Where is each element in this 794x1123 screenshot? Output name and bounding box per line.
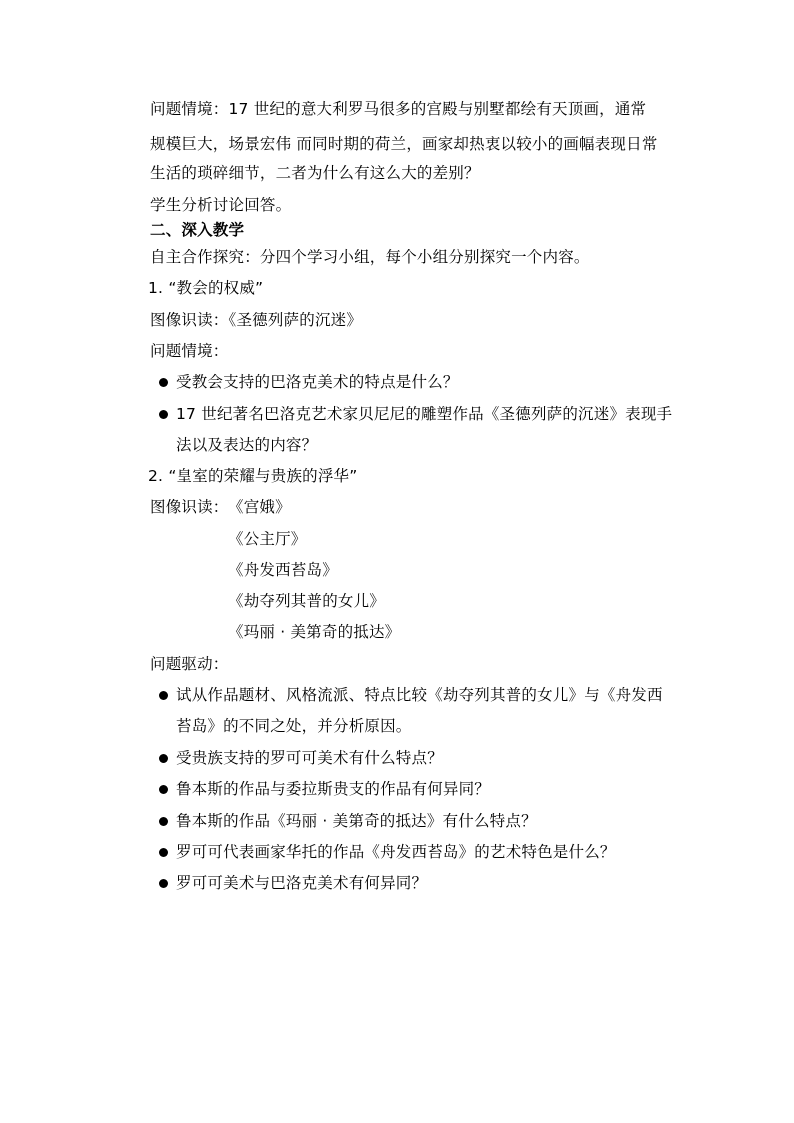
topic-2-image-reading-label: 图像识读： xyxy=(150,498,229,516)
topic-2-bullet-6: 罗可可美术与巴洛克美术有何异同？ xyxy=(176,874,428,892)
topic-1-image-reading: 图像识读：《圣德列萨的沉迷》 xyxy=(150,311,363,329)
topic-2-bullet-2: 受贵族支持的罗可可美术有什么特点？ xyxy=(176,749,443,767)
work-title: 《宫娥》 xyxy=(228,498,291,516)
bullet-icon xyxy=(159,785,168,794)
topic-2-bullet-3: 鲁本斯的作品与委拉斯贵支的作品有何异同？ xyxy=(176,780,491,798)
topic-2-bullet-1-line-1: 试从作品题材、风格流派、特点比较《劫夺列其普的女儿》与《舟发西 xyxy=(176,686,663,704)
work-title: 《舟发西苔岛》 xyxy=(228,561,338,579)
topic-2-bullet-5: 罗可可代表画家华托的作品《舟发西苔岛》的艺术特色是什么？ xyxy=(176,843,616,861)
topic-2-bullet-4: 鲁本斯的作品《玛丽 · 美第奇的抵达》有什么特点？ xyxy=(176,812,537,830)
topic-2-question-label: 问题驱动： xyxy=(150,655,229,673)
topic-1-bullet-1: 受教会支持的巴洛克美术的特点是什么？ xyxy=(176,373,459,391)
question-line-3: 生活的琐碎细节，二者为什么有这么大的差别？ xyxy=(150,164,480,182)
bullet-icon xyxy=(159,691,168,700)
topic-2-title: 2. “皇室的荣耀与贵族的浮华” xyxy=(148,467,358,485)
bullet-icon xyxy=(159,410,168,419)
work-title: 《玛丽 · 美第奇的抵达》 xyxy=(228,623,401,641)
topic-1-bullet-2-line-1: 17 世纪著名巴洛克艺术家贝尼尼的雕塑作品《圣德列萨的沉迷》表现手 xyxy=(176,405,673,423)
topic-1-title: 1. “教会的权威” xyxy=(148,279,264,297)
topic-1-question-label: 问题情境： xyxy=(150,342,229,360)
bullet-icon xyxy=(159,817,168,826)
work-title: 《公主厅》 xyxy=(228,530,307,548)
bullet-icon xyxy=(159,879,168,888)
topic-1-bullet-2-line-2: 法以及表达的内容？ xyxy=(176,436,318,454)
question-line-2: 规模巨大，场景宏伟 而同时期的荷兰，画家却热衷以较小的画幅表现日常 xyxy=(150,135,658,153)
bullet-icon xyxy=(159,848,168,857)
question-line-1: 问题情境：17 世纪的意大利罗马很多的宫殿与别墅都绘有天顶画，通常 xyxy=(150,100,647,118)
topic-2-bullet-1-line-2: 苔岛》的不同之处，并分析原因。 xyxy=(176,717,412,735)
bullet-icon xyxy=(159,378,168,387)
work-title: 《劫夺列其普的女儿》 xyxy=(228,592,386,610)
bullet-icon xyxy=(159,754,168,763)
student-answer: 学生分析讨论回答。 xyxy=(150,196,292,214)
section-intro: 自主合作探究：分四个学习小组，每个小组分别探究一个内容。 xyxy=(150,248,590,266)
section-heading: 二、深入教学 xyxy=(150,221,245,239)
